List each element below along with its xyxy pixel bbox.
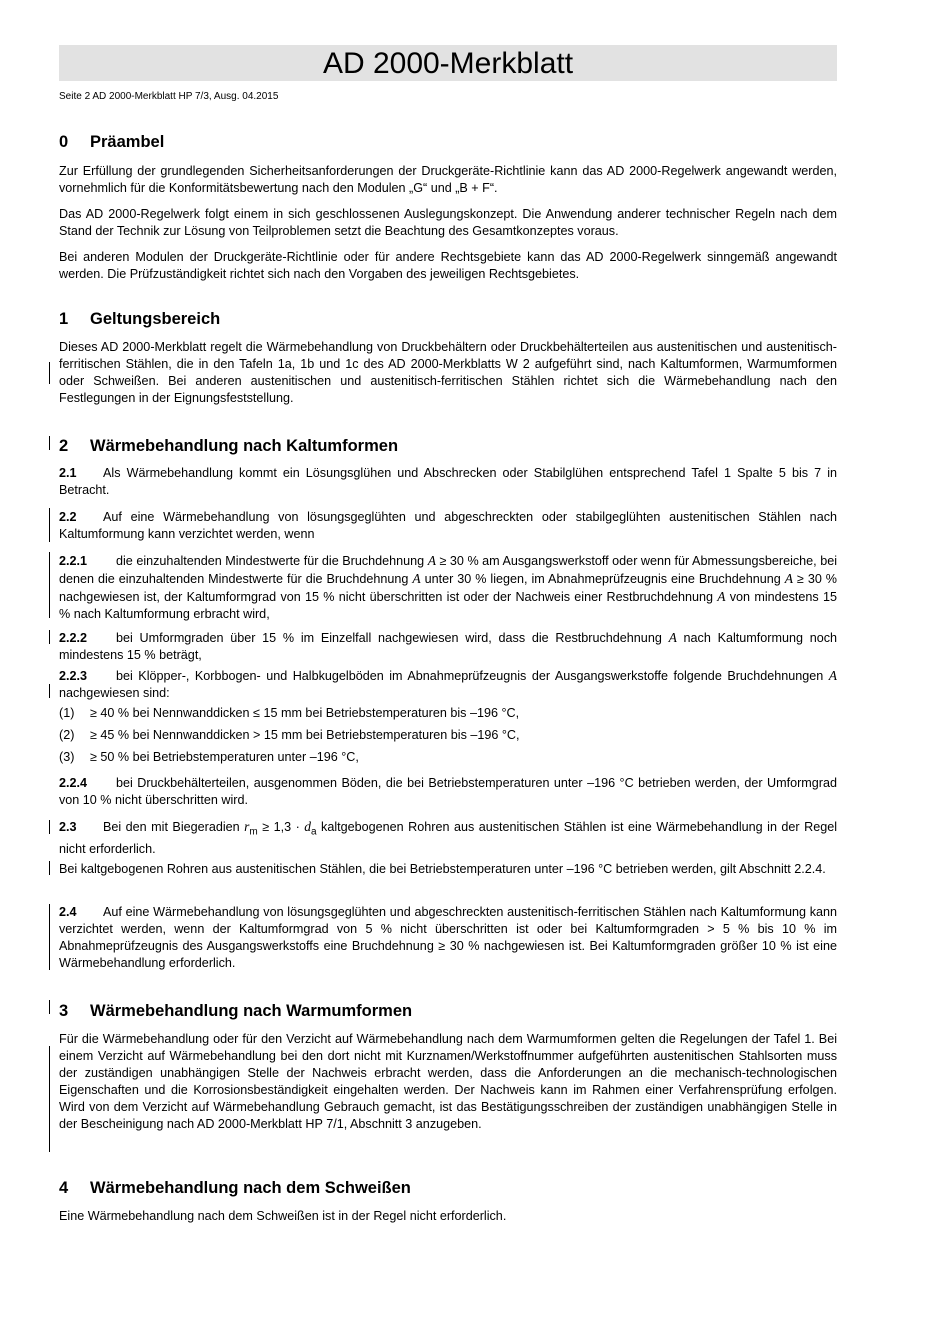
clause-2-1 [59, 465, 837, 499]
clause-number: 2.2.3 [59, 669, 88, 683]
variable-r: r [244, 819, 250, 834]
clause-text: von mindestens 15 % nach Kaltumformung erbracht wird, [59, 590, 837, 621]
clause-2-2-4 [59, 775, 837, 809]
variable-a: A [668, 630, 677, 645]
paragraph: Zur Erfüllung der grundlegenden Sicherheitsanforderungen der Druckgeräte-Richtlinie kann das AD 2000-Regelwerk angewandt werden, vornehmlich für die Konformitätsbewertung nach den Modulen „G“ und „B + F“. [59, 164, 837, 195]
section-heading-1 [59, 309, 220, 329]
clause-number: 2.2.1 [59, 554, 88, 568]
change-bar [49, 1046, 50, 1152]
section-title: Wärmebehandlung nach Warmumformen [90, 1002, 413, 1020]
paragraph: Dieses AD 2000-Merkblatt regelt die Wärmebehandlung von Druckbehältern oder Druckbehälterteilen aus austenitischen und austenitisch-ferritischen Stählen, die in den Tafeln 1a, 1b und 1c des AD 2000-Merkblatts W 2 aufgeführt sind, nach Kaltumformen, Warmumformen oder Schweißen. Bei anderen austenitischen und austenitisch-ferritischen Stählen richtet sich die Wärmebehandlung nach den Festlegungen in der Eignungsfeststellung. [59, 340, 837, 405]
clause-text: Auf eine Wärmebehandlung von lösungsgeglühten und abgeschreckten oder stabilgeglühten austenitischen Stählen nach Kaltumformung kann verzichtet werden, wenn [59, 510, 837, 541]
list-number: (1) [59, 706, 75, 720]
clause-2-2-1 [59, 552, 837, 623]
section-number: 3 [59, 1002, 69, 1020]
clause-text: nach Kaltumformung noch mindestens 15 % beträgt, [59, 631, 838, 662]
clause-number: 2.2.2 [59, 631, 88, 645]
clause-text: nachgewiesen sind: [59, 686, 170, 700]
section-heading-3 [59, 1001, 412, 1021]
paragraph: Eine Wärmebehandlung nach dem Schweißen ist in der Regel nicht erforderlich. [59, 1209, 507, 1223]
clause-text: Bei den mit Biegeradien [103, 820, 245, 834]
clause-text: bei Klöpper-, Korbbogen- und Halbkugelböden im Abnahmeprüfzeugnis der Ausgangswerkstoffe folgende Bruchdehnungen [116, 669, 829, 683]
list-number: (3) [59, 750, 75, 764]
change-bar [49, 861, 50, 875]
clause-text: bei Druckbehälterteilen, ausgenommen Böden, die bei Betriebstemperaturen unter –196 °C betrieben werden, der Umformgrad von 10 % nicht überschritten wird. [59, 776, 837, 807]
document-title: AD 2000-Merkblatt [59, 45, 837, 81]
section-number: 4 [59, 1179, 69, 1197]
change-bar [49, 820, 50, 834]
clause-number: 2.2 [59, 510, 77, 524]
paragraph: Bei kaltgebogenen Rohren aus austenitischen Stählen, die bei Betriebstemperaturen unter –196 °C betrieben werden, gilt Abschnitt 2.2.4. [59, 862, 826, 876]
clause-text: ≥ 30 % nachgewiesen ist, der Kaltumformgrad von 15 % nicht überschritten ist oder der Nachweis einer Restbruchdehnung [59, 572, 837, 604]
variable-a: A [427, 553, 436, 568]
clause-number: 2.2.4 [59, 776, 88, 790]
clause-text: unter 30 % liegen, im Abnahmeprüfzeugnis eine Bruchdehnung [420, 572, 785, 586]
clause-text: kaltgebogenen Rohren aus austenitischen Stählen ist eine Wärmebehandlung in der Regel nicht erforderlich. [59, 820, 838, 856]
change-bar [49, 552, 50, 618]
list-text: ≥ 40 % bei Nennwanddicken ≤ 15 mm bei Betriebstemperaturen bis –196 °C, [90, 706, 520, 720]
change-bar [49, 684, 50, 698]
variable-a: A [717, 589, 726, 604]
paragraph: Das AD 2000-Regelwerk folgt einem in sich geschlossenen Auslegungskonzept. Die Anwendung anderer technischer Regeln nach dem Stand der Technik zur Lösung von Teilproblemen setzt die Beachtung des Gesamtkonzeptes voraus. [59, 207, 837, 238]
clause-text: ≥ 30 % am Ausgangswerkstoff oder wenn für Abmessungsbereiche, bei denen die einzuhaltenden Mindestwerte für die Bruchdehnung [59, 554, 837, 586]
clause-text: ≥ 1,3 · [257, 820, 305, 834]
section-heading-2 [59, 436, 398, 456]
clause-2-2-2 [59, 629, 837, 664]
clause-number: 2.3 [59, 820, 77, 834]
list-text: ≥ 45 % bei Nennwanddicken > 15 mm bei Betriebstemperaturen bis –196 °C, [90, 728, 520, 742]
clause-text: Auf eine Wärmebehandlung von lösungsgeglühten und abgeschreckten austenitisch-ferritischen Stählen nach Kaltumformung kann verzichtet werden, wenn der Kaltumformgrad von 5 % nicht überschritten ist oder bei Kaltumformgraden > 5 % bis 10 % im Abnahmeprüfzeugnis des Ausgangswerkstoffs eine Bruchdehnung ≥ 30 % nachgewiesen ist. Bei Kaltumformgraden größer 10 % ist eine Wärmebehandlung erforderlich. [59, 905, 837, 970]
variable-d: d [304, 819, 312, 834]
section-heading-0 [59, 132, 164, 152]
variable-a: A [784, 571, 793, 586]
section-title: Wärmebehandlung nach Kaltumformen [90, 437, 399, 455]
list-item [59, 727, 837, 744]
change-bar [49, 1000, 50, 1014]
clause-text: die einzuhaltenden Mindestwerte für die Bruchdehnung [116, 554, 428, 568]
paragraph: Für die Wärmebehandlung oder für den Verzicht auf Wärmebehandlung nach dem Warmumformen gelten die Regelungen der Tafel 1. Bei einem Verzicht auf Wärmebehandlung bei den dort nicht mit Kurznamen/Werkstoffnummer aufgeführten austenitischen Stahlsorten muss der zuständigen unabhängigen Stelle der Nachweis erbracht werden, dass die Anforderungen an die mechanisch-technologischen Eigenschaften und die Korrosionsbeständigkeit eingehalten werden. Der Nachweis kann im Rahmen einer Verfahrensprüfung erfolgen. Wird von dem Verzicht auf Wärmebehandlung Gebrauch gemacht, ist das Bestätigungsschreiben der zuständigen unabhängigen Stelle in der Bescheinigung nach AD 2000-Merkblatt HP 7/1, Abschnitt 3 anzugeben. [59, 1032, 837, 1131]
clause-2-4 [59, 904, 837, 972]
clause-2-2 [59, 509, 837, 543]
list-number: (2) [59, 728, 75, 742]
list-text: ≥ 50 % bei Betriebstemperaturen unter –196 °C, [90, 750, 359, 764]
subscript: m [249, 826, 258, 838]
clause-text: Als Wärmebehandlung kommt ein Lösungsglühen und Abschrecken oder Stabilglühen entsprechend Tafel 1 Spalte 5 bis 7 in Betracht. [59, 466, 837, 497]
variable-a: A [828, 668, 837, 683]
section-number: 1 [59, 310, 69, 328]
list-item [59, 705, 837, 722]
clause-2-2-3 [59, 667, 837, 702]
section-title: Präambel [90, 133, 165, 151]
variable-a: A [412, 571, 421, 586]
change-bar [49, 904, 50, 970]
section-number: 0 [59, 133, 69, 151]
paragraph: Bei anderen Modulen der Druckgeräte-Richtlinie oder für andere Rechtsgebiete kann das AD 2000-Regelwerk sinngemäß angewandt werden. Die Prüfzuständigkeit richtet sich nach den Vorgaben des jeweiligen Rechtsgebietes. [59, 250, 837, 281]
subscript: a [311, 826, 317, 838]
section-title: Wärmebehandlung nach dem Schweißen [90, 1179, 411, 1197]
clause-text: bei Umformgraden über 15 % im Einzelfall nachgewiesen wird, dass die Restbruchdehnung [116, 631, 669, 645]
clause-number: 2.4 [59, 905, 77, 919]
change-bar [49, 508, 50, 542]
section-heading-4 [59, 1178, 411, 1198]
list-item [59, 749, 837, 766]
clause-number: 2.1 [59, 466, 77, 480]
clause-2-3 [59, 818, 837, 858]
section-number: 2 [59, 437, 69, 455]
change-bar [49, 630, 50, 644]
change-bar [49, 436, 50, 450]
section-title: Geltungsbereich [90, 310, 221, 328]
change-bar [49, 362, 50, 384]
page-header-line: Seite 2 AD 2000-Merkblatt HP 7/3, Ausg. 04.2015 [59, 91, 279, 102]
